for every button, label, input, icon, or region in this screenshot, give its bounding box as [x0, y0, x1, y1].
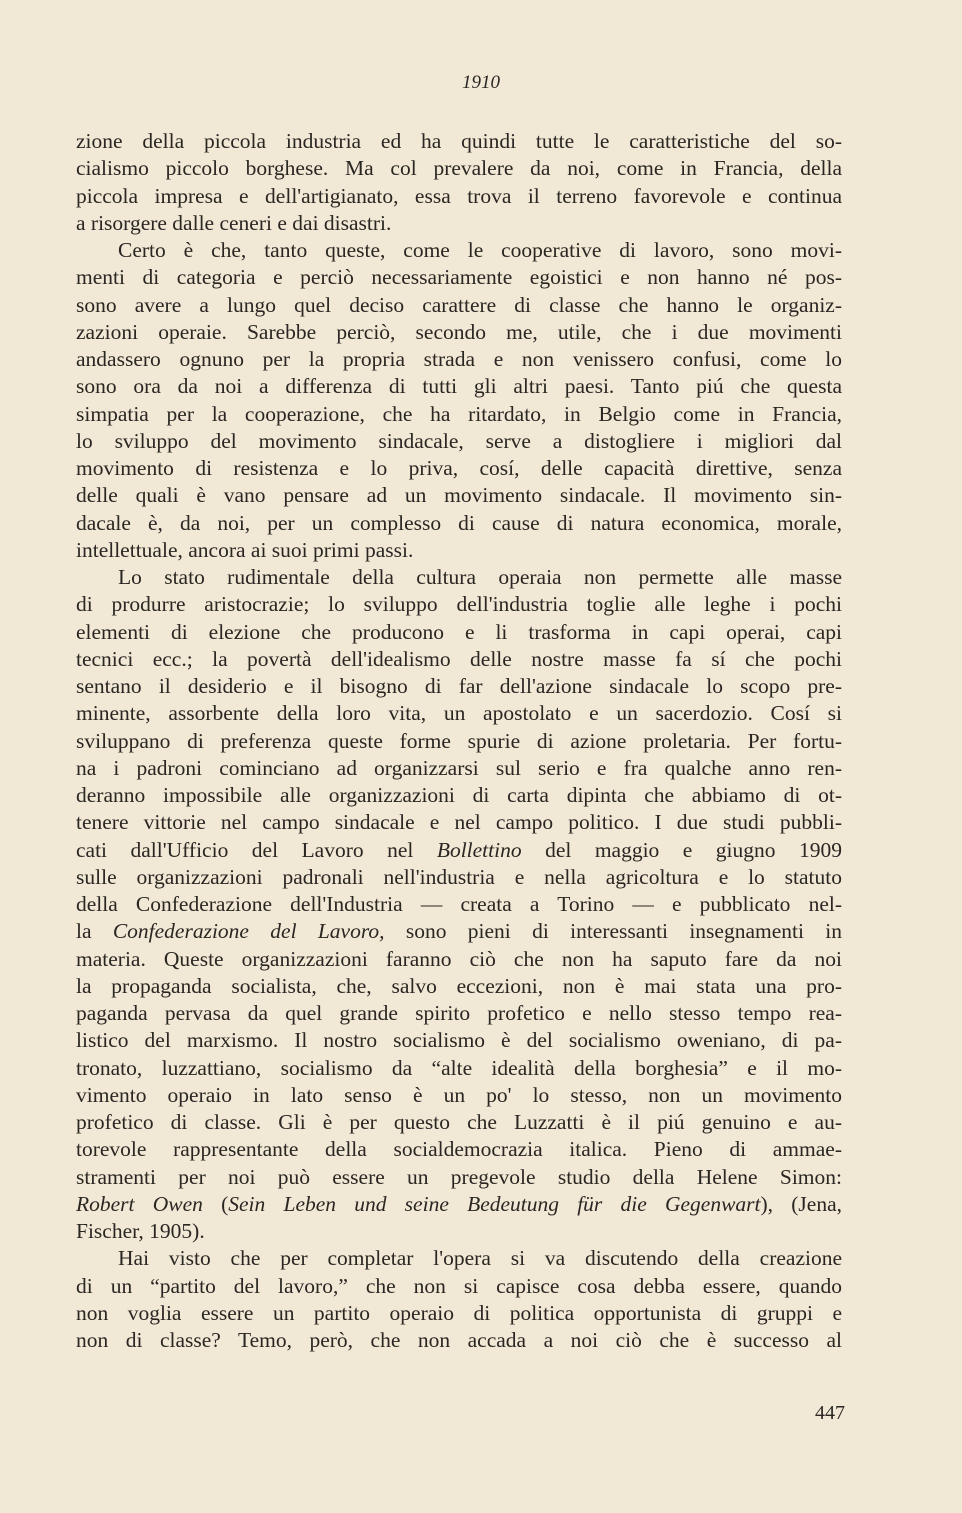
- text-line: sono avere a lungo quel deciso carattere di classe che hanno le organiz-: [76, 292, 842, 317]
- text-line: zione della piccola industria ed ha quindi tutte le caratteristiche del so-: [76, 129, 842, 153]
- text-line: della Confederazione dell'Industria — creata a Torino — e pubblicato nel-: [76, 892, 842, 916]
- text-line: lo sviluppo del movimento sindacale, serve a distogliere i migliori dal: [76, 428, 842, 453]
- text-line: simpatia per la cooperazione, che ha ritardato, in Belgio come in Francia,: [76, 401, 842, 426]
- text-line: profetico di classe. Gli è per questo che Luzzatti è il piú genuino e au-: [76, 1110, 842, 1134]
- text-line: non di classe? Temo, però, che non accada a noi ciò che è successo al: [76, 1328, 842, 1352]
- text-line: [76, 1191, 842, 1218]
- text-run: (: [202, 1191, 229, 1216]
- body-text: [76, 128, 842, 1354]
- text-line: Lo stato rudimentale della cultura operaia non permette alle masse: [118, 565, 842, 589]
- text-line: elementi di elezione che producono e li trasforma in capi operai, capi: [76, 619, 842, 644]
- running-header-year: 1910: [462, 72, 500, 93]
- text-line: di produrre aristocrazie; lo sviluppo dell'industria toglie alle leghe i pochi: [76, 592, 842, 617]
- text-line: menti di categoria e perciò necessariamente egoistici e non hanno né pos-: [76, 265, 842, 290]
- text-line: sviluppano di preferenza queste forme spurie di azione proletaria. Per fortu-: [76, 728, 842, 753]
- text-run: ), (Jena,: [760, 1191, 842, 1216]
- text-line: Fischer, 1905).: [76, 1219, 205, 1243]
- text-run: cati dall'Ufficio del Lavoro nel: [76, 837, 437, 862]
- text-line: Certo è che, tanto queste, come le cooperative di lavoro, sono movi-: [118, 238, 842, 262]
- text-line: tecnici ecc.; la povertà dell'idealismo delle nostre masse fa sí che pochi: [76, 646, 842, 671]
- text-line: deranno impossibile alle organizzazioni di carta dipinta che abbiamo di ot-: [76, 783, 842, 807]
- text-line: dacale è, da noi, per un complesso di cause di natura economica, morale,: [76, 510, 842, 535]
- text-line: non voglia essere un partito operaio di politica opportunista di gruppi e: [76, 1300, 842, 1325]
- text-line: la propaganda socialista, che, salvo eccezioni, non è mai stata una pro-: [76, 973, 842, 998]
- text-line: intellettuale, ancora ai suoi primi passi.: [76, 537, 414, 562]
- text-line: minente, assorbente della loro vita, un apostolato e un sacerdozio. Cosí si: [76, 701, 842, 726]
- text-run: sono pieni di interessanti insegnamenti in: [384, 919, 843, 944]
- text-line: vimento operaio in lato senso è un po' lo stesso, non un movimento: [76, 1082, 842, 1107]
- text-line: sulle organizzazioni padronali nell'industria e nella agricoltura e lo statuto: [76, 864, 842, 889]
- text-line: tronato, luzzattiano, socialismo da “alte idealità della borghesia” e il mo-: [76, 1055, 842, 1080]
- text-line: sono ora da noi a differenza di tutti gli altri paesi. Tanto piú che questa: [76, 374, 842, 399]
- text-line: cialismo piccolo borghese. Ma col prevalere da noi, come in Francia, della: [76, 156, 842, 181]
- text-line: torevole rappresentante della socialdemocrazia italica. Pieno di ammae-: [76, 1137, 842, 1162]
- text-line: tenere vittorie nel campo sindacale e nel campo politico. I due studi pubbli-: [76, 810, 842, 835]
- text-line: [76, 837, 842, 864]
- page-number: 447: [815, 1402, 845, 1424]
- text-line: materia. Queste organizzazioni faranno ciò che non ha saputo fare da noi: [76, 946, 842, 971]
- text-line: piccola impresa e dell'artigianato, essa trova il terreno favorevole e continua: [76, 183, 842, 208]
- italic-title: Bollettino: [436, 837, 522, 862]
- italic-title: Sein Leben und seine Bedeutung für die Gegenwart: [228, 1191, 761, 1216]
- text-run: la: [76, 919, 113, 944]
- text-line: paganda pervasa da quel grande spirito profetico e nello stesso tempo rea-: [76, 1001, 842, 1025]
- text-run: del maggio e giugno 1909: [521, 837, 842, 862]
- text-line: delle quali è vano pensare ad un movimento sindacale. Il movimento sin-: [76, 483, 842, 508]
- text-line: zazioni operaie. Sarebbe perciò, secondo me, utile, che i due movimenti: [76, 319, 842, 344]
- text-line: sentano il desiderio e il bisogno di far dell'azione sindacale lo scopo pre-: [76, 674, 842, 698]
- text-line: na i padroni cominciano ad organizzarsi sul serio e fra qualche anno ren-: [76, 755, 842, 780]
- text-line: di un “partito del lavoro,” che non si capisce cosa debba essere, quando: [76, 1273, 842, 1298]
- text-line: a risorgere dalle ceneri e dai disastri.: [76, 210, 392, 235]
- text-line: andassero ognuno per la propria strada e non venissero confusi, come lo: [76, 347, 842, 371]
- text-line: [76, 918, 842, 945]
- italic-title: Confederazione del Lavoro,: [112, 919, 385, 944]
- text-line: Hai visto che per completar l'opera si va discutendo della creazione: [118, 1246, 842, 1271]
- text-line: movimento di resistenza e lo priva, cosí, delle capacità direttive, senza: [76, 456, 842, 480]
- text-line: stramenti per noi può essere un pregevole studio della Helene Simon:: [76, 1164, 842, 1189]
- italic-title: Robert Owen: [76, 1191, 203, 1216]
- text-line: listico del marxismo. Il nostro socialismo è del socialismo oweniano, di pa-: [76, 1028, 842, 1053]
